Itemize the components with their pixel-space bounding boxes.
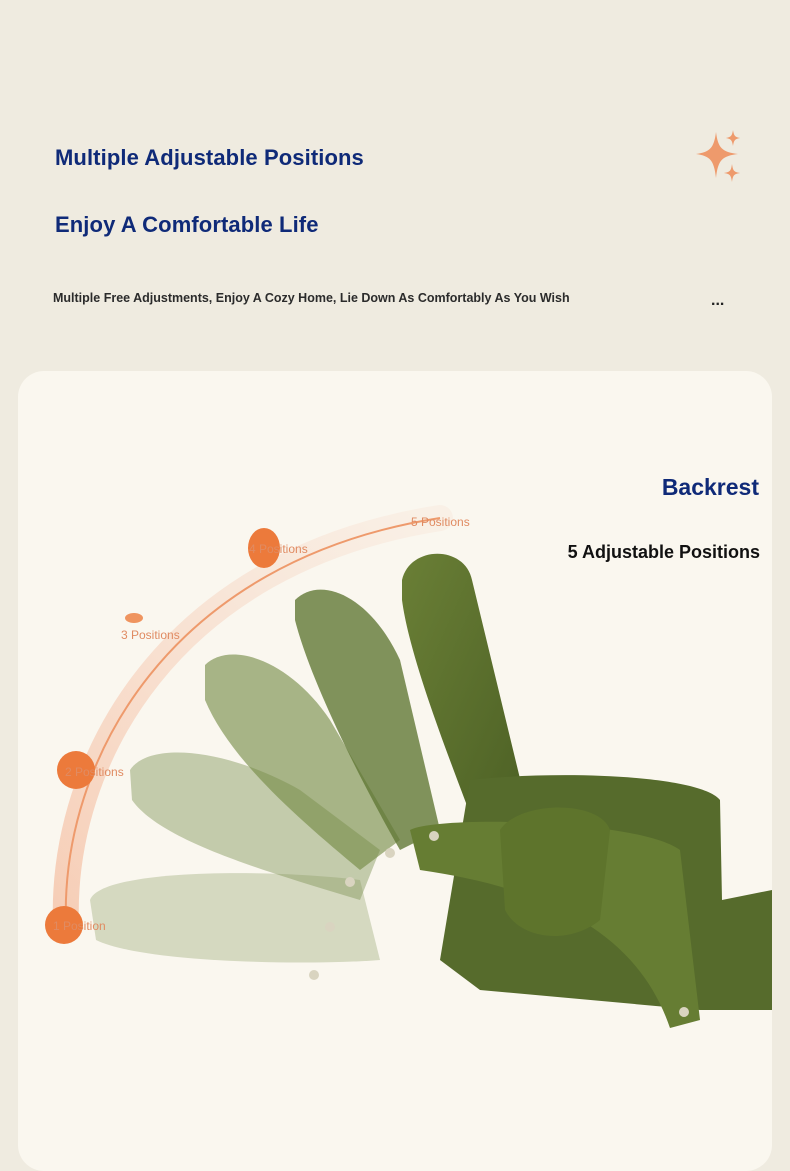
headline-line-1: Multiple Adjustable Positions [55, 145, 364, 170]
position-label-5: 5 Positions [411, 515, 470, 529]
headline-line-2: Enjoy A Comfortable Life [55, 212, 319, 237]
position-marker-3 [125, 613, 143, 623]
feature-subtitle: 5 Adjustable Positions [567, 542, 760, 562]
hinge-button [679, 1007, 689, 1017]
position-label-1: 1 Position [53, 919, 106, 933]
position-label-4: 4 Positions [249, 542, 308, 556]
hinge-button [429, 831, 439, 841]
more-ellipsis: ... [711, 292, 725, 309]
position-label-2: 2 Positions [65, 765, 124, 779]
feature-title: Backrest [661, 474, 759, 500]
lumbar-pillow [500, 808, 610, 937]
hinge-button [385, 848, 395, 858]
hinge-button [345, 877, 355, 887]
hinge-button [325, 922, 335, 932]
position-label-3: 3 Positions [121, 628, 180, 642]
headline-subtitle: Multiple Free Adjustments, Enjoy A Cozy Home, Lie Down As Comfortably As You Wish [53, 291, 570, 305]
hinge-button [309, 970, 319, 980]
